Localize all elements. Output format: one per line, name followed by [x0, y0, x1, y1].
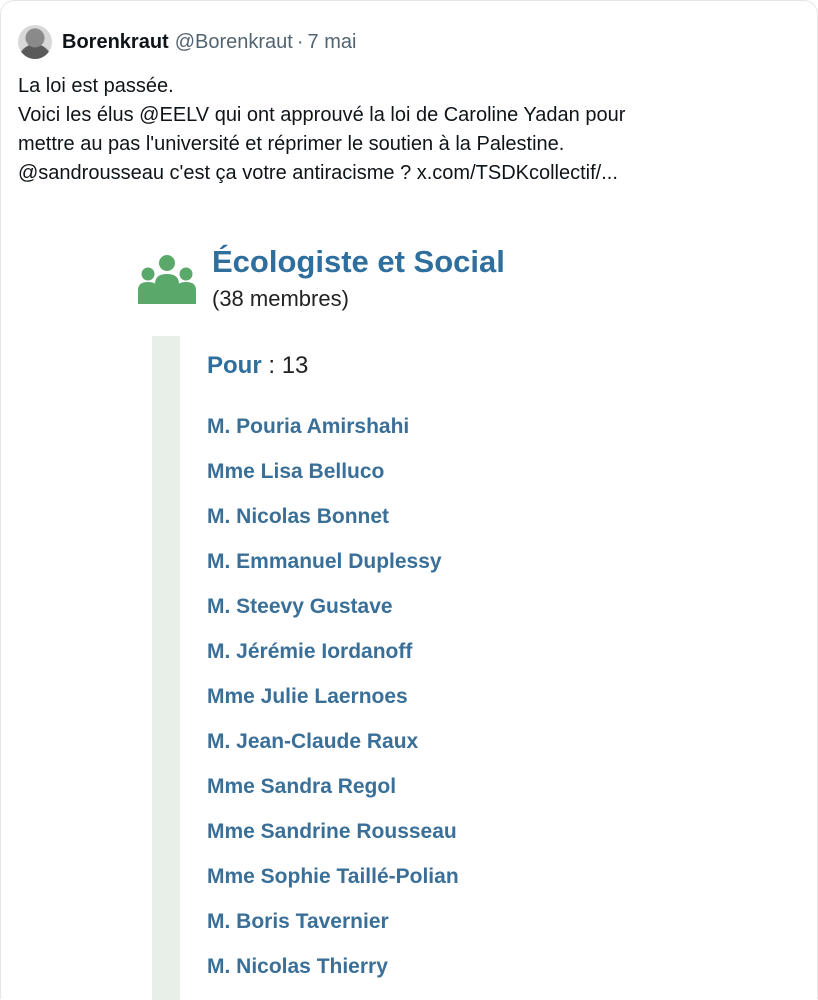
deputy-name[interactable]: Mme Sandra Regol [207, 775, 397, 798]
deputy-name[interactable]: M. Nicolas Thierry [207, 955, 388, 978]
tweet-text-line: Voici les élus @EELV qui ont approuvé la loi de Caroline Yadan pour [18, 104, 626, 126]
tweet-text-line: La loi est passée. [18, 75, 174, 97]
vote-separator: : [261, 352, 282, 379]
vote-section-bar [152, 336, 180, 1000]
header-separator: · [296, 30, 304, 53]
deputy-name[interactable]: M. Jean-Claude Raux [207, 730, 419, 753]
vote-label: Pour [207, 352, 262, 379]
author-name[interactable]: Borenkraut [62, 30, 169, 53]
tweet-media-image[interactable] [100, 224, 740, 1000]
group-title: Écologiste et Social [212, 244, 505, 279]
people-group-icon [138, 254, 196, 304]
tweet-header [18, 24, 356, 60]
tweet-text-line: mettre au pas l'université et réprimer le soutien à la Palestine. [18, 133, 565, 155]
deputy-list [207, 410, 459, 995]
group-member-count: (38 membres) [212, 286, 349, 311]
deputy-name[interactable]: Mme Sandrine Rousseau [207, 820, 457, 843]
tweet-text [18, 72, 798, 188]
author-handle[interactable]: @Borenkraut [174, 30, 293, 53]
deputy-name[interactable]: M. Nicolas Bonnet [207, 505, 390, 528]
deputy-name[interactable]: Mme Julie Laernoes [207, 685, 408, 708]
deputy-name[interactable]: Mme Sophie Taillé-Polian [207, 865, 459, 888]
vote-heading [207, 352, 308, 380]
deputy-name[interactable]: M. Boris Tavernier [207, 910, 389, 933]
tweet-text-line[interactable]: @sandrousseau c'est ça votre antiracisme ? x.com/TSDKcollectif/... [18, 162, 618, 184]
deputy-name[interactable]: Mme Lisa Belluco [207, 460, 385, 483]
deputy-name[interactable]: M. Pouria Amirshahi [207, 415, 410, 438]
deputy-name[interactable]: M. Jérémie Iordanoff [207, 640, 413, 663]
tweet-date[interactable]: 7 mai [307, 30, 357, 53]
avatar[interactable] [18, 25, 52, 59]
deputy-name[interactable]: M. Steevy Gustave [207, 595, 393, 618]
vote-count: 13 [281, 352, 309, 379]
deputy-name[interactable]: M. Emmanuel Duplessy [207, 550, 442, 573]
